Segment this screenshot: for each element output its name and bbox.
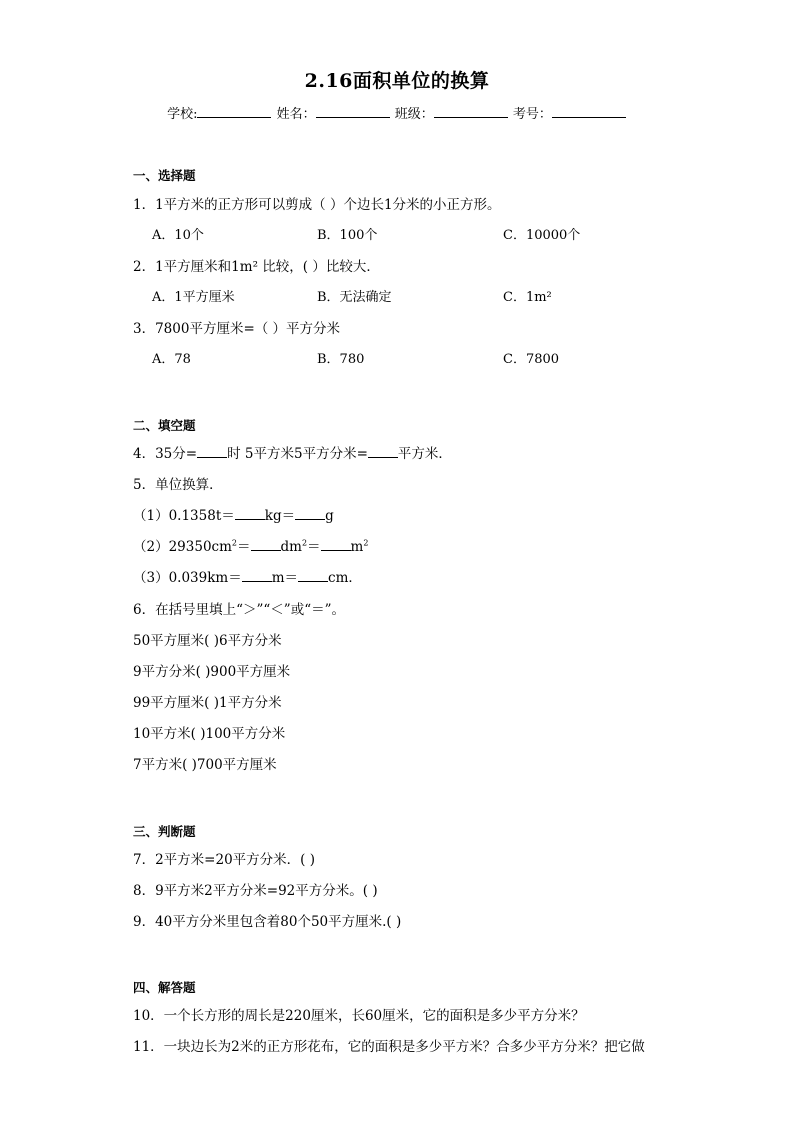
section-heading-choice: 一、选择题: [133, 168, 196, 183]
name-label: 姓名：: [276, 107, 316, 122]
question-11: 11．一块边长为2米的正方形花布，它的面积是多少平方米？合多少平方分米？把它做: [133, 1039, 645, 1055]
q3-option-c: C．7800: [503, 352, 560, 367]
section-heading-fill: 二、填空题: [133, 418, 196, 433]
question-2: 2．1平方厘米和1m² 比较，( ）比较大．: [133, 259, 380, 275]
q4-blank-1[interactable]: [197, 445, 227, 458]
q6-row-1: 50平方厘米( )6平方分米: [133, 633, 282, 649]
q1-option-c: C．10000个: [503, 228, 581, 243]
q5-1-blank-1[interactable]: [235, 507, 265, 520]
q4-blank-2[interactable]: [368, 445, 398, 458]
q6-row-2: 9平方分米( )900平方厘米: [133, 664, 291, 680]
q5-3-blank-1[interactable]: [242, 569, 272, 582]
q5-line-2: $(2)29350cm^2= dm^2= m^2$: [133, 538, 369, 555]
page-title: 2.16面积单位的换算: [304, 70, 490, 92]
question-5: 5．单位换算．: [133, 477, 223, 493]
question-4: 4．35分= 时 5平方米5平方分米= 平方米．: [133, 446, 452, 462]
student-info-row: [0, 103, 794, 122]
class-label: 班级：: [394, 107, 434, 122]
question-3: 3．7800平方厘米=（ ）平方分米: [133, 321, 341, 337]
q1-option-a: A．10个: [152, 228, 204, 243]
q6-row-4: 10平方米( )100平方分米: [133, 726, 286, 742]
q5-1-blank-2[interactable]: [295, 507, 325, 520]
exam-number-label: 考号：: [512, 107, 552, 122]
q2-option-c: C．1m²: [503, 290, 552, 305]
question-7: 7．2平方米=20平方分米．( ): [133, 852, 315, 868]
school-label: 学校:: [167, 107, 198, 122]
q5-2-blank-1[interactable]: [251, 538, 281, 551]
question-9: 9．40平方分米里包含着80个50平方厘米.( ): [133, 914, 402, 930]
q5-line-3: （3）0.039km＝ m＝ cm．: [133, 570, 362, 586]
question-1: 1．1平方米的正方形可以剪成（ ）个边长1分米的小正方形。: [133, 197, 501, 213]
q6-row-3: 99平方厘米( )1平方分米: [133, 695, 282, 711]
q1-option-b: B．100个: [317, 228, 378, 243]
q2-option-b: B．无法确定: [317, 290, 392, 305]
q6-row-5: 7平方米( )700平方厘米: [133, 757, 277, 773]
exam-number-blank[interactable]: [552, 104, 626, 118]
q5-3-blank-2[interactable]: [298, 569, 328, 582]
q3-option-b: B．780: [317, 352, 365, 367]
section-heading-judge: 三、判断题: [133, 824, 196, 839]
q2-option-a: A．1平方厘米: [152, 290, 235, 305]
q5-2-blank-2[interactable]: [321, 538, 351, 551]
question-6: 6．在括号里填上“＞”“＜”或“＝”。: [133, 602, 345, 618]
q3-option-a: A．78: [152, 352, 191, 367]
school-blank[interactable]: [197, 104, 271, 118]
name-blank[interactable]: [316, 104, 390, 118]
question-10: 10．一个长方形的周长是220厘米，长60厘米，它的面积是多少平方分米？: [133, 1008, 585, 1024]
class-blank[interactable]: [434, 104, 508, 118]
section-heading-solve: 四、解答题: [133, 980, 196, 995]
q5-line-1: （1）0.1358t＝ kg＝ g: [133, 508, 334, 524]
question-8: 8．9平方米2平方分米=92平方分米。( ): [133, 883, 378, 899]
